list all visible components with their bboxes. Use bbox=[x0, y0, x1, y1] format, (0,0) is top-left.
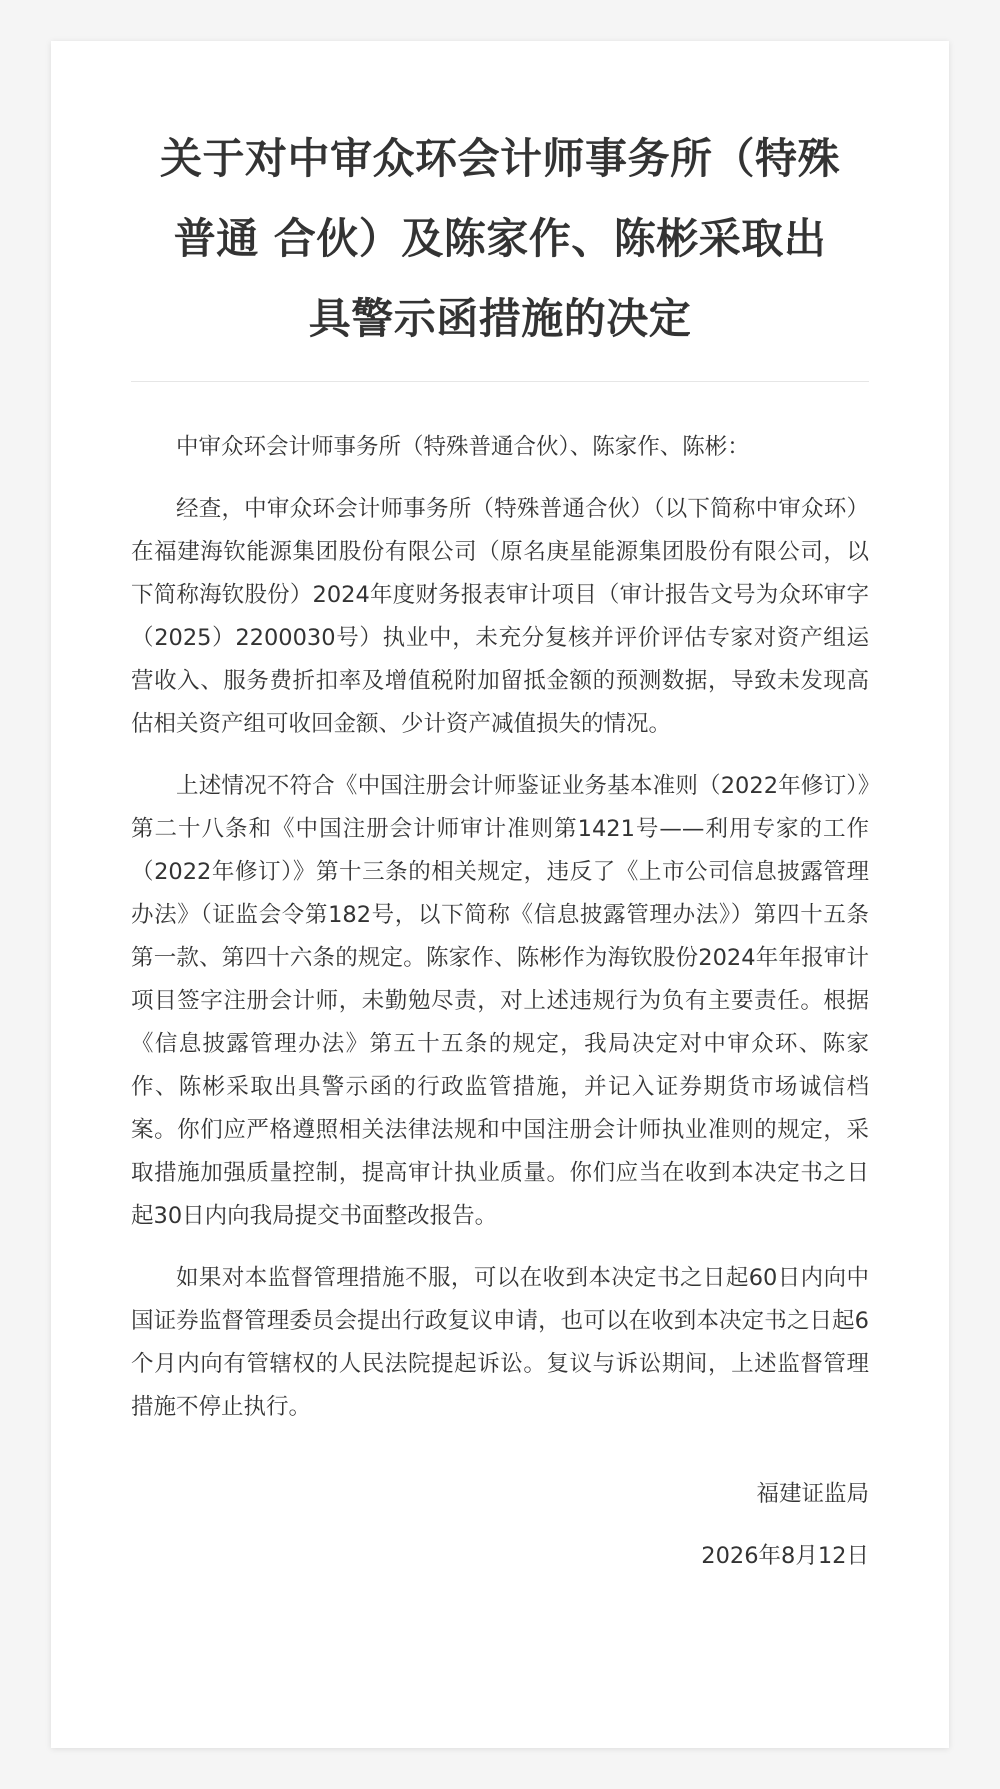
issuer-name: 福建证监局 bbox=[756, 1481, 869, 1507]
issue-date: 2026年8月12日 bbox=[701, 1543, 869, 1569]
document-body bbox=[131, 426, 869, 1429]
title-line: 具警示函措施的决定 bbox=[308, 294, 692, 343]
document-title bbox=[131, 119, 869, 359]
title-line: 关于对中审众环会计师事务所（特殊 bbox=[159, 134, 840, 183]
document-page bbox=[51, 41, 949, 1748]
salutation: 中审众环会计师事务所（特殊普通合伙）、陈家作、陈彬： bbox=[176, 434, 750, 460]
body-paragraph: 经查，中审众环会计师事务所（特殊普通合伙）（以下简称中审众环）在福建海钦能源集团股份有限公司（原名庚星能源集团股份有限公司，以下简称海钦股份）2024年度财务报表审计项目（审计报告文号为众环审字（2025）2200030号）执业中，未充分复核并评价评估专家对资产组运营收入、服务费折扣率及增值税附加留抵金额的预测数据，导致未发现高估相关资产组可收回金额、少计资产减值损失的情况。 bbox=[131, 496, 869, 737]
body-paragraph: 如果对本监督管理措施不服，可以在收到本决定书之日起60日内向中国证券监督管理委员会提出行政复议申请，也可以在收到本决定书之日起6个月内向有管辖权的人民法院提起诉讼。复议与诉讼期间，上述监督管理措施不停止执行。 bbox=[131, 1265, 869, 1420]
title-divider bbox=[131, 381, 869, 382]
body-paragraph: 上述情况不符合《中国注册会计师鉴证业务基本准则（2022年修订）》第二十八条和《中国注册会计师审计准则第1421号——利用专家的工作（2022年修订）》第十三条的相关规定，违反了《上市公司信息披露管理办法》（证监会令第182号，以下简称《信息披露管理办法》）第四十五条第一款、第四十六条的规定。陈家作、陈彬作为海钦股份2024年年报审计项目签字注册会计师，未勤勉尽责，对上述违规行为负有主要责任。根据《信息披露管理办法》第五十五条的规定，我局决定对中审众环、陈家作、陈彬采取出具警示函的行政监管措施，并记入证券期货市场诚信档案。你们应严格遵照相关法律法规和中国注册会计师执业准则的规定，采取措施加强质量控制，提高审计执业质量。你们应当在收到本决定书之日起30日内向我局提交书面整改报告。 bbox=[131, 773, 869, 1229]
title-line: 普通 合伙）及陈家作、陈彬采取出 bbox=[173, 214, 827, 263]
signature-block bbox=[131, 1473, 869, 1578]
